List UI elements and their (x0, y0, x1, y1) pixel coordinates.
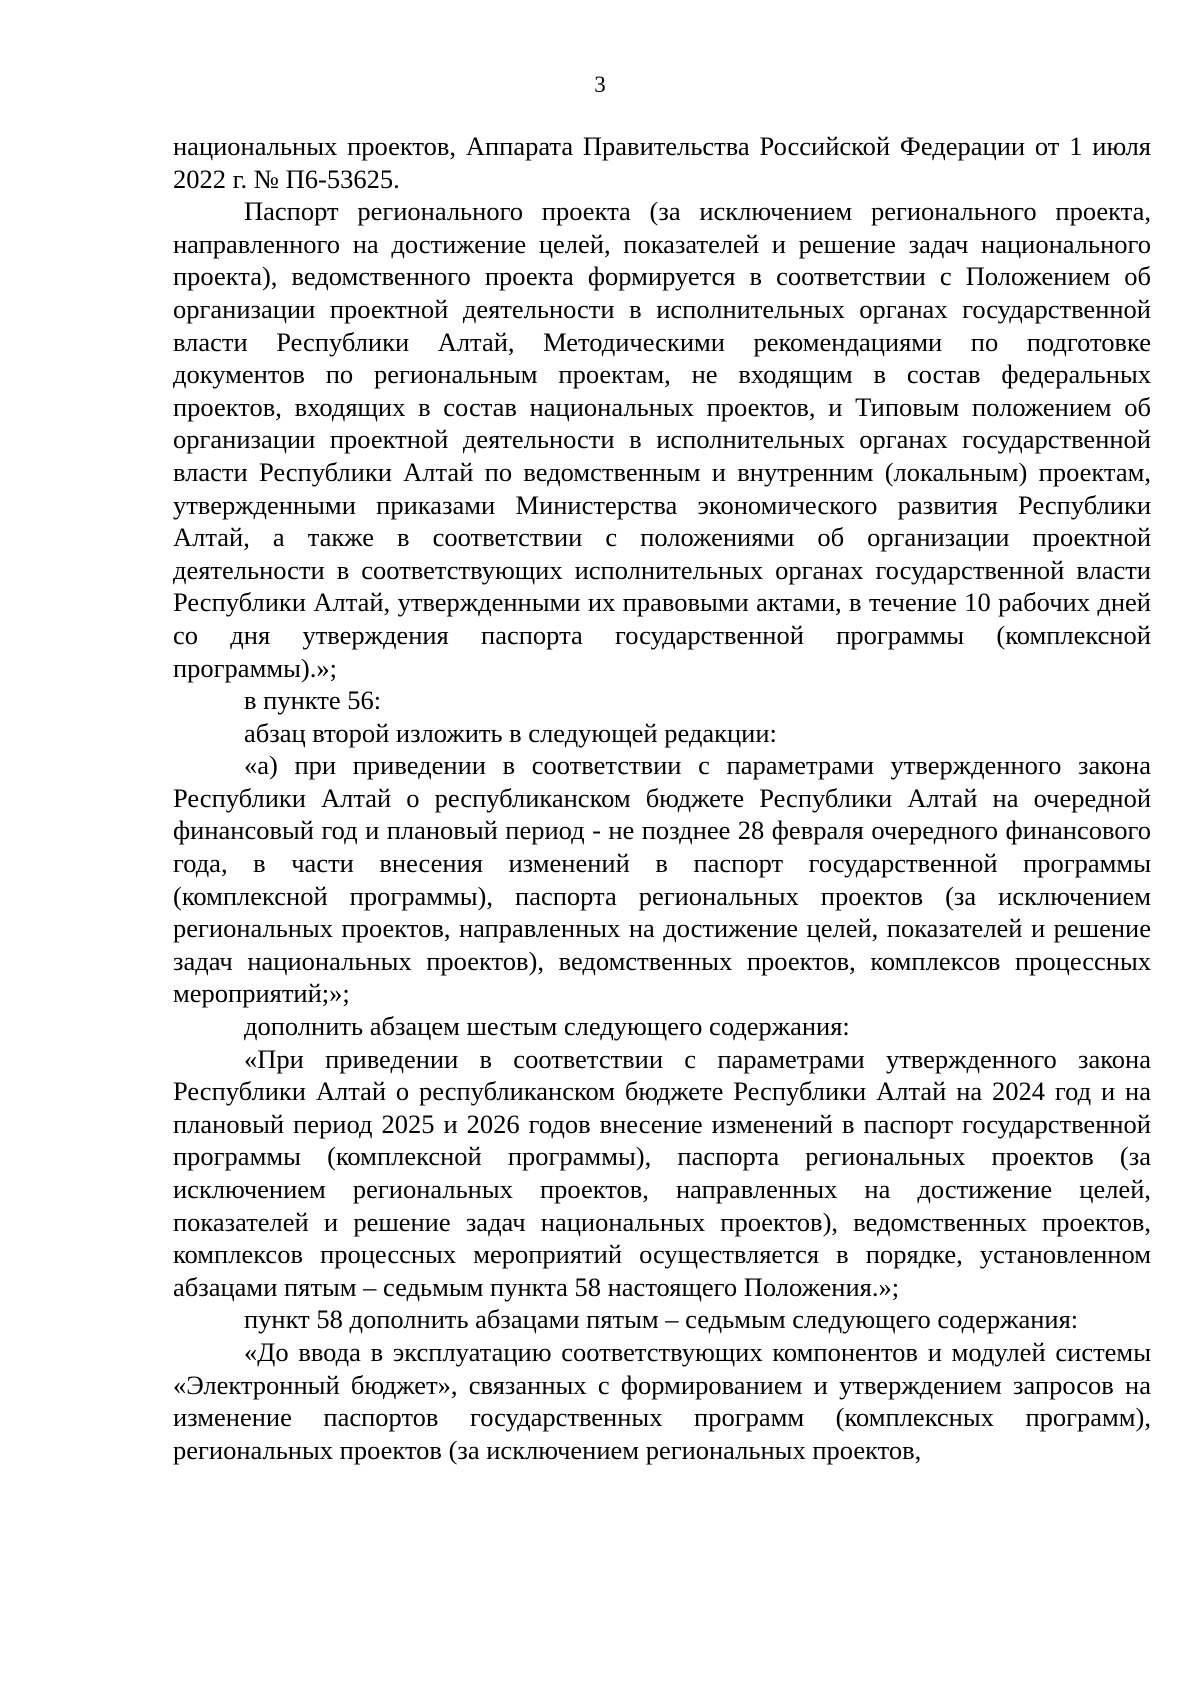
page-number: 3 (594, 72, 606, 97)
paragraph: дополнить абзацем шестым следующего содержания: (244, 1011, 850, 1042)
paragraph: «До ввода в эксплуатацию соответствующих компонентов и модулей системы «Электронный бюджет», связанных с формированием и утверждением запросов на изменение паспортов государственных программ (комплексных программ), региональных проектов (за исключением региональных проектов, (173, 1336, 1151, 1465)
paragraph: пункт 58 дополнить абзацами пятым – седьмым следующего содержания: (244, 1304, 1079, 1335)
paragraph: «При приведении в соответствии с параметрами утвержденного закона Республики Алтай о республиканском бюджете Республики Алтай на 2024 год и на плановый период 2025 и 2026 годов внесение изменений в паспорт государственной программы (комплексной программы), паспорта региональных проектов (за исключением региональных проектов, направленных на достижение целей, показателей и решение задач национальных проектов), ведомственных проектов, комплексов процессных мероприятий осуществляется в порядке, установленном абзацами пятым – седьмым пункта 58 настоящего Положения.»; (173, 1043, 1151, 1302)
paragraph: Паспорт регионального проекта (за исключением регионального проекта, направленного на достижение целей, показателей и решение задач национального проекта), ведомственного проекта формируется в соответствии с Положением об организации проектной деятельности в исполнительных органах государственной власти Республики Алтай, Методическими рекомендациями по подготовке документов по региональным проектам, не входящим в состав федеральных проектов, входящих в состав национальных проектов, и Типовым положением об организации проектной деятельности в исполнительных органах государственной власти Республики Алтай по ведомственным и внутренним (локальным) проектам, утвержденными приказами Министерства экономического развития Республики Алтай, а также в соответствии с положениями об организации проектной деятельности в соответствующих исполнительных органах государственной власти Республики Алтай, утвержденными их правовыми актами, в течение 10 рабочих дней со дня утверждения паспорта государственной программы (комплексной программы).»; (173, 196, 1151, 683)
paragraph: в пункте 56: (244, 685, 382, 716)
document-body (173, 130, 1151, 1466)
paragraph: национальных проектов, Аппарата Правительства Российской Федерации от 1 июля 2022 г. № П6-53625. (173, 131, 1151, 194)
paragraph: абзац второй изложить в следующей редакции: (244, 717, 777, 748)
paragraph: «а) при приведении в соответствии с параметрами утвержденного закона Республики Алтай о республиканском бюджете Республики Алтай на очередной финансовый год и плановый период - не позднее 28 февраля очередного финансового года, в части внесения изменений в паспорт государственной программы (комплексной программы), паспорта региональных проектов (за исключением региональных проектов, направленных на достижение целей, показателей и решение задач национальных проектов), ведомственных проектов, комплексов процессных мероприятий;»; (173, 750, 1151, 1009)
